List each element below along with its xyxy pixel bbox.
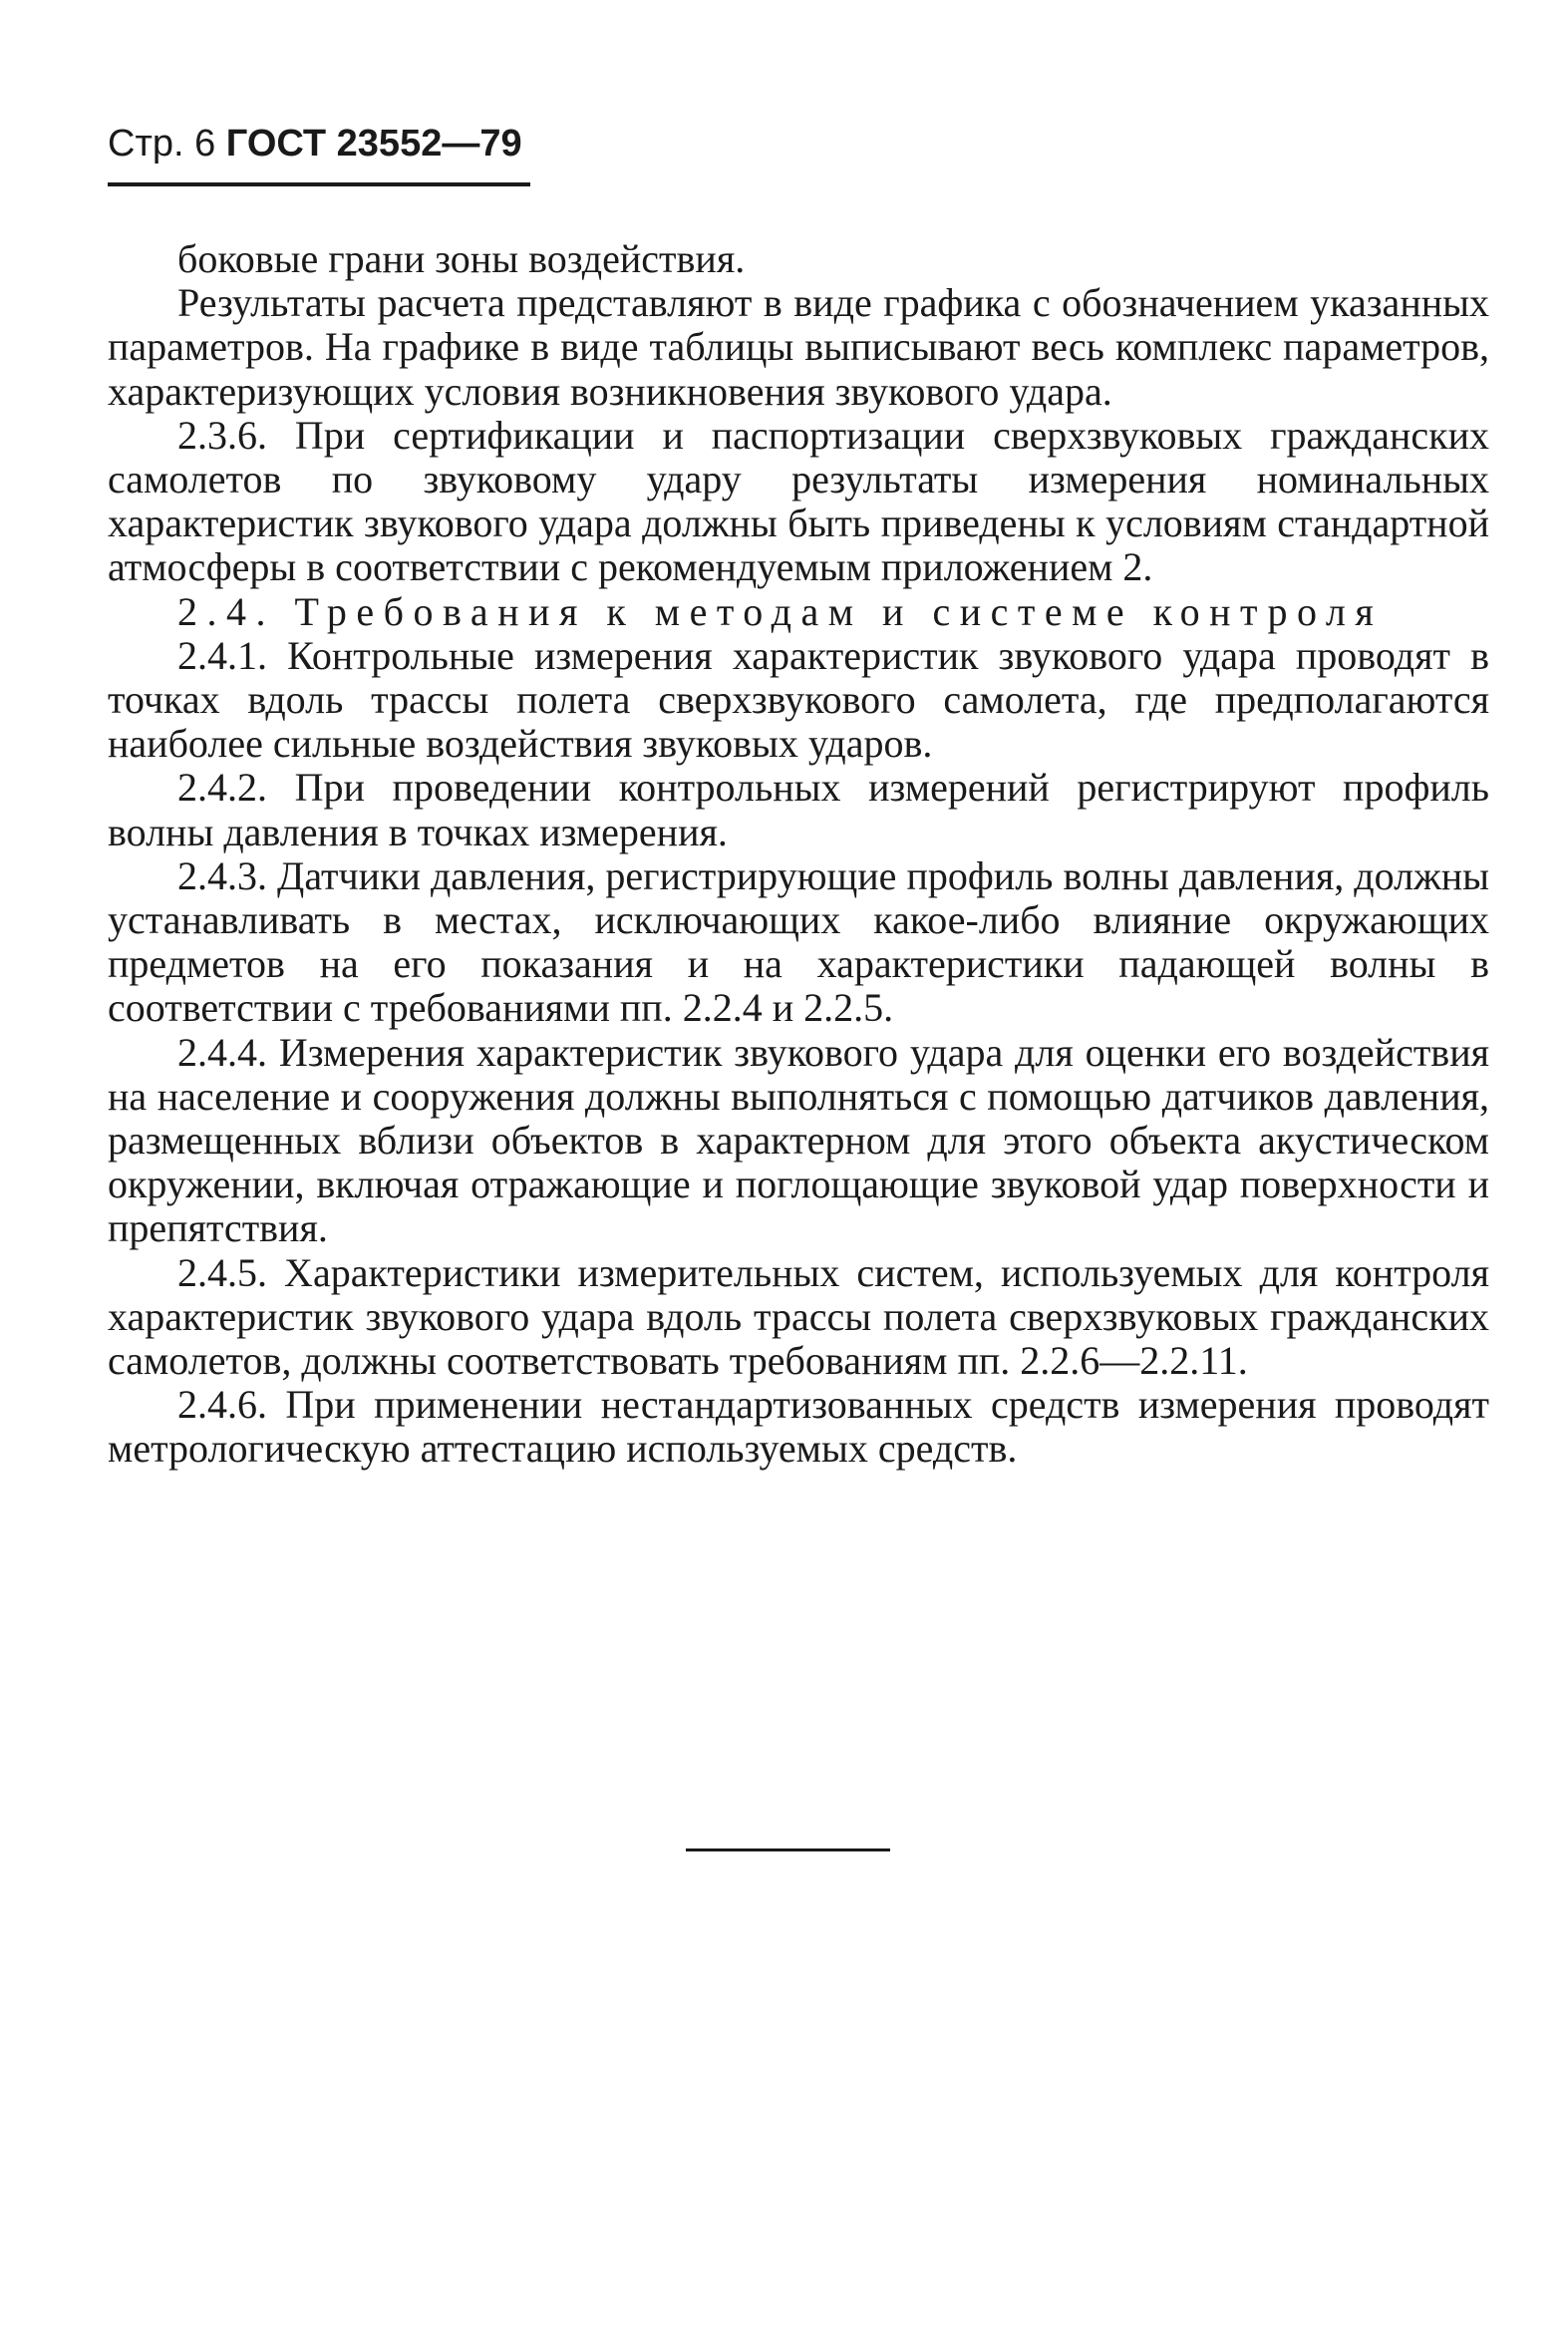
paragraph-2-4-6: 2.4.6. При применении нестандартизованных средств измерения проводят метрологическую аттестацию используемых средств.	[108, 1382, 1489, 1472]
paragraph-calculation-results: Результаты расчета представляют в виде графика с обозначением указанных параметров. На графике в виде таблицы выписывают весь комплекс параметров, характеризующих условия возникновения звукового удара.	[108, 280, 1489, 414]
paragraph-2-4-4: 2.4.4. Измерения характеристик звукового удара для оценки его воздействия на население и сооружения должны выполняться с помощью датчиков давления, размещенных вблизи объектов в характерном для этого объекта акустическом окружении, включая отражающие и поглощающие звуковой удар поверхности и препятствия.	[108, 1029, 1489, 1251]
standard-number: ГОСТ 23552—79	[225, 123, 522, 165]
paragraph-continuation: боковые грани зоны воздействия.	[177, 236, 746, 281]
end-rule	[686, 1848, 890, 1851]
page-number: Стр. 6	[108, 123, 216, 165]
body-text	[108, 237, 1489, 1472]
page-header	[108, 122, 522, 166]
paragraph-2-3-6: 2.3.6. При сертификации и паспортизации сверхзвуковых гражданских самолетов по звуковому удару результаты измерения номинальных характеристик звукового удара должны быть приведены к условиям стандартной атмосферы в соответствии с рекомендуемым приложением 2.	[108, 412, 1489, 590]
paragraph-2-4-3: 2.4.3. Датчики давления, регистрирующие профиль волны давления, должны устанавливать в местах, исключающих какое-либо влияние окружающих предметов на его показания и на характеристики падающей волны в соответствии с требованиями пп. 2.2.4 и 2.2.5.	[108, 852, 1489, 1031]
paragraph-2-4-2: 2.4.2. При проведении контрольных измерений регистрируют профиль волны давления в точках измерения.	[108, 765, 1489, 854]
paragraph-2-4-5: 2.4.5. Характеристики измерительных систем, используемых для контроля характеристик звукового удара вдоль трассы полета сверхзвуковых гражданских самолетов, должны соответствовать требованиям пп. 2.2.6—2.2.11.	[108, 1249, 1489, 1384]
paragraph-2-4-1: 2.4.1. Контрольные измерения характеристик звукового удара проводят в точках вдоль трассы полета сверхзвукового самолета, где предполагаются наиболее сильные воздействия звуковых ударов.	[108, 632, 1489, 767]
section-heading-2-4: 2.4. Требования к методам и системе контроля	[177, 588, 1384, 634]
header-rule	[108, 182, 530, 186]
